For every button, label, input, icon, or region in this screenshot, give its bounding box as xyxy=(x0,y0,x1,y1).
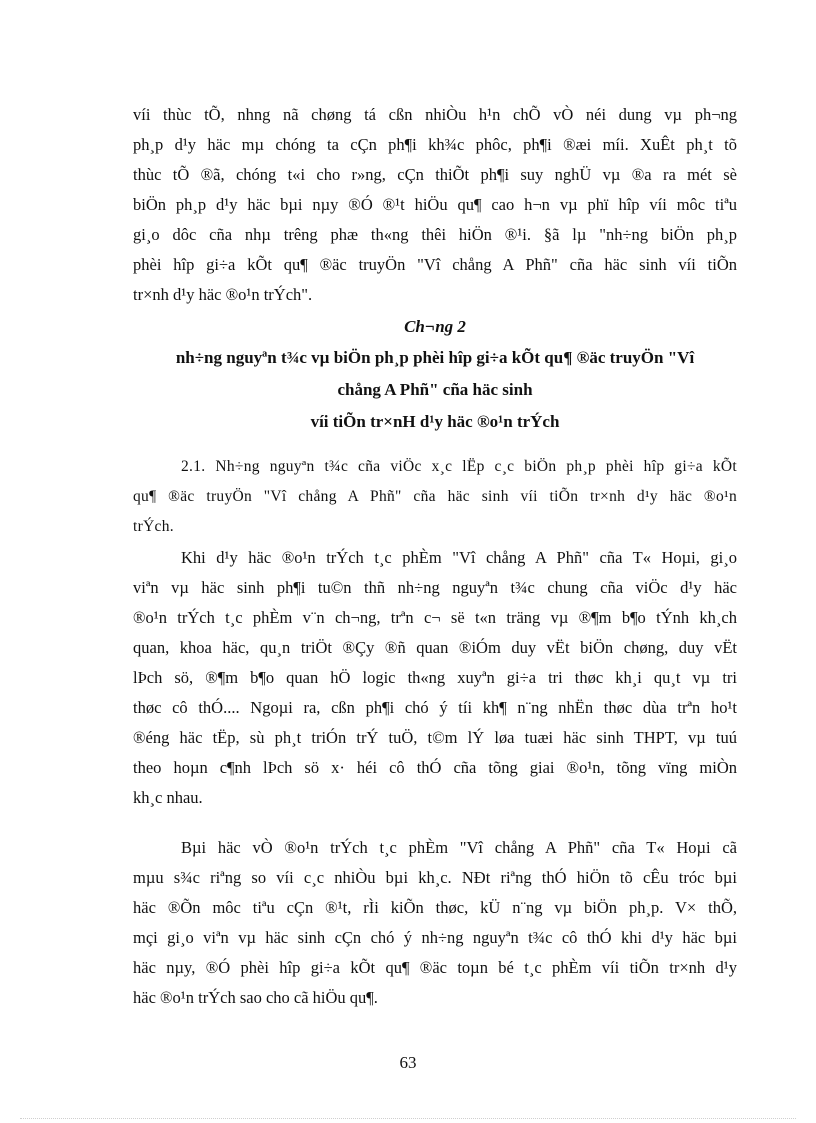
chapter-title-line: víi tiÕn tr×nH d¹y häc ®o¹n trÝch xyxy=(310,412,560,431)
section-heading-line: qu¶ ®äc truyÖn "Vî chång A Phñ" cña häc sinh víi tiÕn tr×nh d¹y häc ®o¹n xyxy=(133,488,737,505)
paragraph-2 xyxy=(133,543,737,813)
text-line: tr×nh d¹y häc ®o¹n trÝch". xyxy=(133,285,313,304)
text-line: häc nµy, ®Ó phèi hîp gi÷a kÕt qu¶ ®äc toµn bé t¸c phÈm víi tiÕn tr×nh d¹y xyxy=(133,958,737,977)
text-line: lÞch sö, ®¶m b¶o quan hÖ logic th«ng xuyªn gi÷a tri thøc kh¸i qu¸t vµ tri xyxy=(133,668,737,687)
text-line: biÖn ph¸p d¹y häc bµi nµy ®Ó ®¹t hiÖu qu¶ cao h¬n vµ phï hîp víi môc tiªu xyxy=(133,195,737,214)
text-line: ph¸p d¹y häc mµ chóng ta cÇn ph¶i kh¾c phôc, ph¶i ®æi míi. XuÊt ph¸t tõ xyxy=(133,135,737,154)
text-line: mçi gi¸o viªn vµ häc sinh cÇn chó ý nh÷ng nguyªn t¾c cô thÓ khi d¹y häc bµi xyxy=(133,928,737,947)
text-line: kh¸c nhau. xyxy=(133,788,203,807)
text-line: Khi d¹y häc ®o¹n trÝch t¸c phÈm "Vî chång A Phñ" cña T« Hoµi, gi¸o xyxy=(181,548,737,567)
text-line: víi thùc tÕ, nhng nã chøng tá cßn nhiÒu h¹n chÕ vÒ néi dung vµ ph¬ng xyxy=(133,105,737,124)
paragraph-3 xyxy=(133,833,737,1013)
page-number: 63 xyxy=(399,1053,417,1072)
section-heading-line: 2.1. Nh÷ng nguyªn t¾c cña viÖc x¸c lËp c¸c biÖn ph¸p phèi hîp gi÷a kÕt xyxy=(181,458,737,475)
text-line: quan, khoa häc, qu¸n triÖt ®Çy ®ñ quan ®iÓm duy vËt biÖn chøng, duy vËt xyxy=(133,638,737,657)
chapter-title-line: chång A Phñ" cña häc sinh xyxy=(337,380,533,399)
text-line: gi¸o dôc cña nhµ trêng phæ th«ng thêi hiÖn ®¹i. §ã lµ "nh÷ng biÖn ph¸p xyxy=(133,225,737,244)
section-heading xyxy=(133,452,737,542)
text-line: thùc tÕ ®ã, chóng t«i cho r»ng, cÇn thiÕt ph¶i suy nghÜ vµ ®a ra mét sè xyxy=(133,165,737,184)
paragraph-1 xyxy=(133,100,737,310)
text-line: häc ®Õn môc tiªu cÇn ®¹t, rÌi kiÕn thøc, kÜ n¨ng vµ biÖn ph¸p. V× thÕ, xyxy=(133,898,737,917)
chapter-title-line: nh÷ng nguyªn t¾c vµ biÖn ph¸p phèi hîp gi÷a kÕt qu¶ ®äc truyÖn "Vî xyxy=(175,348,695,367)
text-line: viªn vµ häc sinh ph¶i tu©n thñ nh÷ng nguyªn t¾c chung cña viÖc d¹y häc xyxy=(133,578,737,597)
section-heading-line: trÝch. xyxy=(133,518,174,535)
text-line: phèi hîp gi÷a kÕt qu¶ ®äc truyÖn "Vî chång A Phñ" cña häc sinh víi tiÕn xyxy=(133,255,737,274)
text-line: ®o¹n trÝch t¸c phÈm v¨n ch¬ng, trªn c¬ së t«n träng vµ ®¶m b¶o tÝnh kh¸ch xyxy=(133,608,737,627)
chapter-heading xyxy=(133,312,737,438)
text-line: ®éng häc tËp, sù ph¸t triÓn trÝ tuÖ, t©m lÝ løa tuæi häc sinh THPT, vµ tuú xyxy=(133,728,737,747)
text-line: thøc cô thÓ.... Ngoµi ra, cßn ph¶i chó ý tíi kh¶ n¨ng nhËn thøc dùa trªn ho¹t xyxy=(133,698,737,717)
text-line: mµu s¾c riªng so víi c¸c nhiÒu bµi kh¸c. NÐt riªng thÓ hiÖn tõ cÊu tróc bµi xyxy=(133,868,737,887)
text-line: häc ®o¹n trÝch sao cho cã hiÖu qu¶. xyxy=(133,988,378,1007)
text-line: theo hoµn c¶nh lÞch sö x· héi cô thÓ cña tõng giai ®o¹n, tõng vïng miÒn xyxy=(133,758,737,777)
chapter-label: Ch¬ng 2 xyxy=(404,317,466,336)
text-line: Bµi häc vÒ ®o¹n trÝch t¸c phÈm "Vî chång A Phñ" cña T« Hoµi cã xyxy=(181,838,737,857)
page-bottom-divider xyxy=(20,1118,796,1119)
